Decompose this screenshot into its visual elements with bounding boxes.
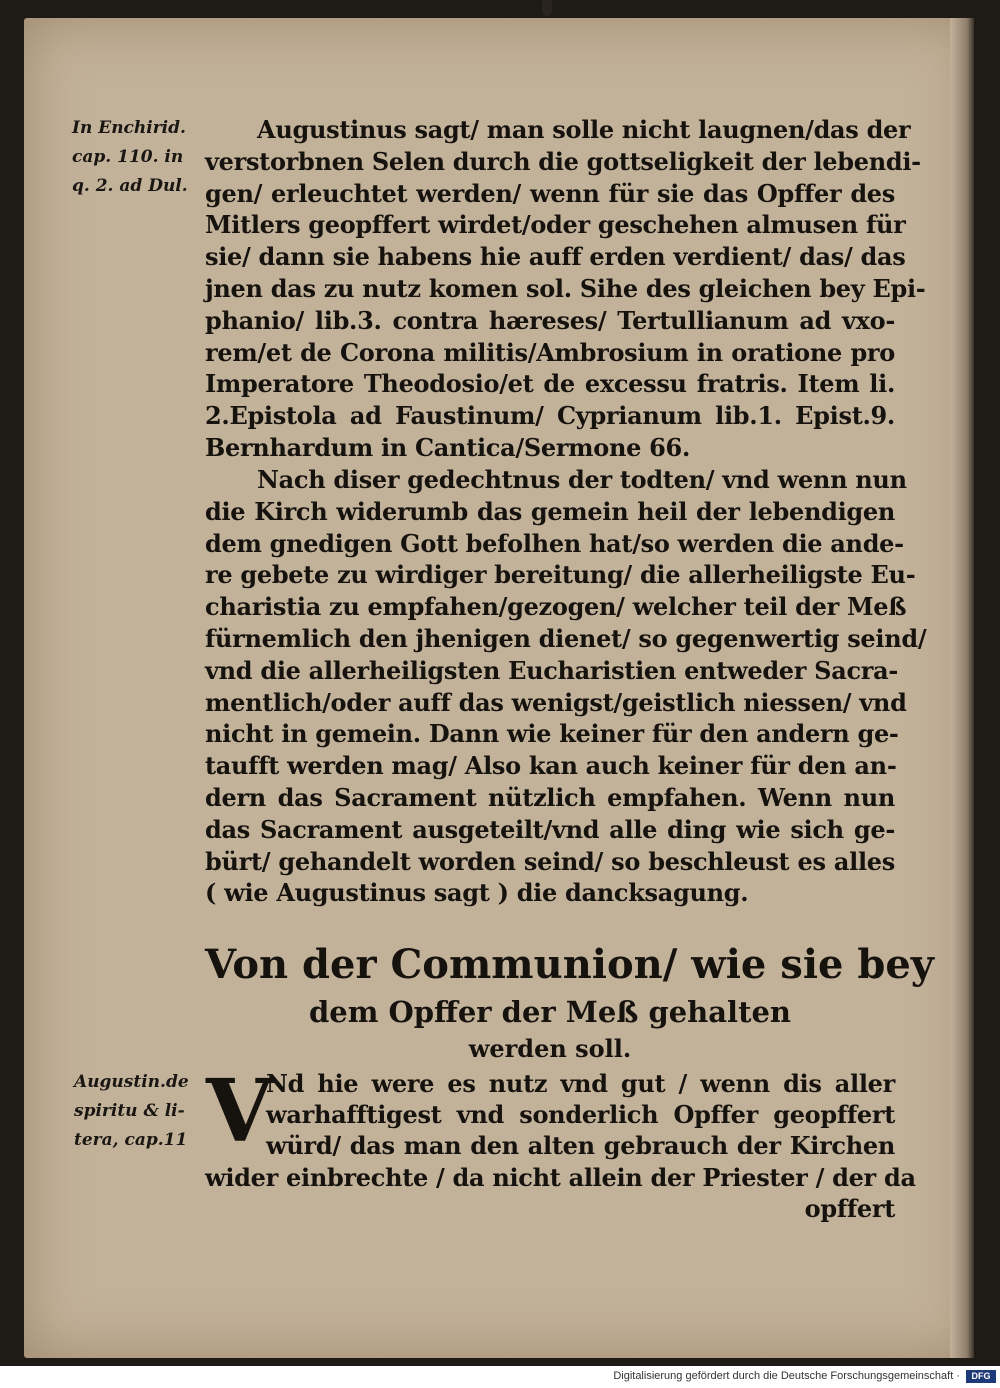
text-line: Imperatore Theodosio/et de excessu fratris. Item li. [205,369,895,399]
margin-note-line: q. 2. ad Dul. [72,176,188,196]
text-line: das Sacrament ausgeteilt/vnd alle ding wie sich ge- [205,814,895,844]
margin-note-line: cap. 110. in [72,147,184,167]
text-line: Bernhardum in Cantica/Sermone 66. [205,432,691,462]
text-line: mentlich/oder auff das wenigst/geistlich niessen/ vnd [205,687,907,717]
margin-note-line: Augustin.de [74,1072,189,1092]
text-line: nicht in gemein. Dann wie keiner für den andern ge- [205,719,899,749]
page-top-notch [542,0,552,16]
text-line: warhafftigest vnd sonderlich Opffer geopffert [266,1100,895,1130]
catchword: opffert [804,1194,895,1224]
text-line: phanio/ lib.3. contra hæreses/ Tertullianum ad vxo- [205,305,895,335]
text-line: verstorbnen Selen durch die gottseligkeit der lebendi- [205,146,921,176]
margin-note-line: spiritu & li- [74,1101,185,1121]
text-line: jnen das zu nutz komen sol. Sihe des gleichen bey Epi- [205,273,926,303]
text-line: re gebete zu wirdiger bereitung/ die allerheiligste Eu- [205,560,916,590]
text-line: ( wie Augustinus sagt ) die dancksagung. [205,878,749,908]
text-line: bürt/ gehandelt worden seind/ so beschleust es alles [205,846,895,876]
text-line: gen/ erleuchtet werden/ wenn für sie das Opffer des [205,178,895,208]
paragraph-communion-part2 [205,1162,916,1224]
margin-note-line: In Enchirid. [72,118,186,138]
margin-note-enchiridion [72,114,188,201]
dfg-logo: DFG [966,1370,996,1383]
margin-note-line: tera, cap.11 [74,1130,188,1150]
text-line: sie/ dann sie habens hie auff erden verdient/ das/ das [205,242,906,272]
text-line: Nach diser gedechtnus der todten/ vnd wenn nun [257,465,907,494]
text-line: Mitlers geopffert wirdet/oder geschehen almusen für [205,210,906,240]
paragraph-augustinus [205,114,926,464]
text-line: 2.Epistola ad Faustinum/ Cyprianum lib.1. Epist.9. [205,401,895,431]
paragraph-gedechtnus [205,464,927,909]
footer-bar [0,1366,1000,1388]
text-line: würd/ das man den alten gebrauch der Kirchen [266,1131,895,1161]
text-line: Nd hie were es nutz vnd gut / wenn dis aller [266,1069,895,1098]
heading-line-3: werden soll. [468,1034,632,1063]
text-line: die Kirch widerumb das gemein heil der lebendigen [205,496,895,526]
text-line: charistia zu empfahen/gezogen/ welcher teil der Meß [205,592,907,622]
text-line: dem gnedigen Gott befolhen hat/so werden die ande- [205,528,904,558]
text-line: vnd die allerheiligsten Eucharistien entweder Sacra- [205,655,899,685]
text-line: Augustinus sagt/ man solle nicht laugnen/das der [257,115,911,144]
section-heading [205,938,935,1066]
text-line: fürnemlich den jhenigen dienet/ so gegenwertig seind/ [205,623,927,653]
heading-line-1: Von der Communion/ wie sie bey [205,941,935,988]
page-edge-shadow [950,18,974,1358]
decorated-initial: V [206,1061,273,1162]
text-line: rem/et de Corona militis/Ambrosium in oratione pro [205,337,895,367]
text-line: dern das Sacrament nützlich empfahen. Wenn nun [205,782,895,812]
footer-credit: Digitalisierung gefördert durch die Deutsche Forschungsgemeinschaft · [613,1370,960,1382]
margin-note-augustin-spiritu [74,1068,189,1155]
heading-line-2: dem Opffer der Meß gehalten [308,995,791,1029]
text-line: taufft werden mag/ Also kan auch keiner für den an- [205,751,897,781]
text-line: wider einbrechte / da nicht allein der Priester / der da [205,1163,916,1192]
paragraph-communion-part1 [266,1068,895,1162]
